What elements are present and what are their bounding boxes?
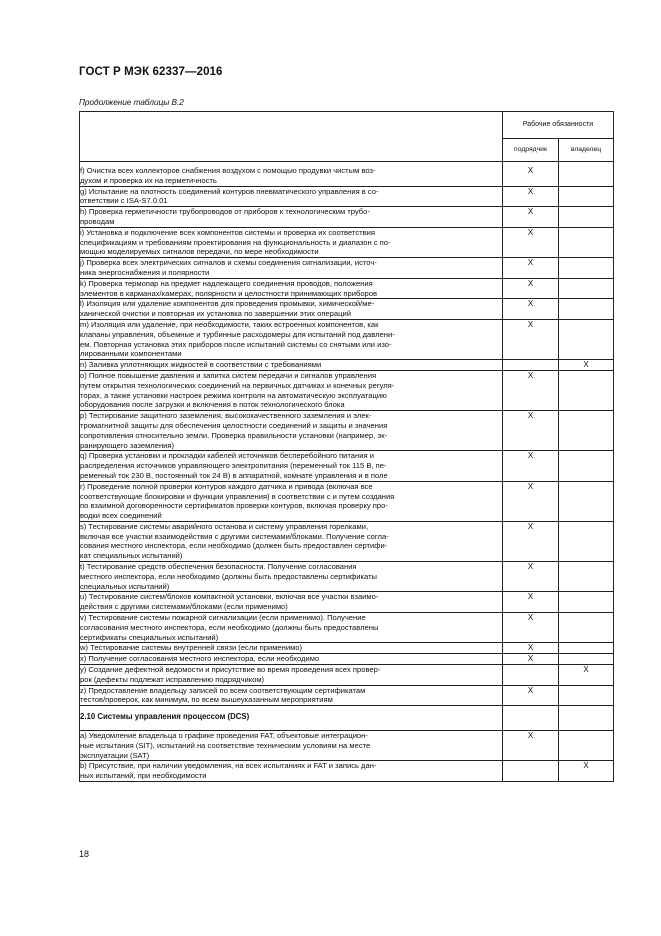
activity-text-line: q) Проверка установки и прокладки кабелей источников бесперебойного питания и — [80, 451, 374, 461]
table-row — [80, 761, 614, 782]
contractor-mark: X — [503, 592, 559, 613]
activity-text-line: элементов в карманах/камерах, полярности и целостности принимающих приборов — [80, 288, 378, 298]
owner-mark — [559, 613, 614, 643]
table-row — [80, 731, 614, 761]
table-row — [80, 186, 614, 207]
activity-cell — [80, 654, 503, 665]
owner-mark — [559, 186, 614, 207]
activity-cell — [80, 731, 503, 761]
activity-cell — [80, 613, 503, 643]
owner-mark — [559, 411, 614, 451]
activity-cell — [80, 227, 503, 257]
activity-text-line: по взаимной договоренности сертификатов проверки контуров, включая проверку про- — [80, 501, 388, 511]
activity-text-line: ханической очистки и повторная их установка по завершении этих операций — [80, 309, 351, 319]
section-row — [80, 706, 614, 731]
contractor-mark: X — [503, 370, 559, 410]
activity-text-line: распределения источников управляющего электропитания (переменный ток 115 В, пе- — [80, 461, 387, 471]
activity-cell — [80, 411, 503, 451]
activity-text-line: соответствующие блокировки и функции управления) в соответствии с и путем создания — [80, 491, 395, 501]
activity-text-line: тромагнитной защиты для обеспечения целостности соединений и защиты и значения — [80, 420, 388, 430]
contractor-mark: X — [503, 162, 559, 187]
owner-mark — [559, 227, 614, 257]
table-row — [80, 481, 614, 521]
activity-cell — [80, 643, 503, 654]
activity-cell — [80, 278, 503, 299]
activity-text-line: ранирующего заземления) — [80, 440, 175, 450]
activity-cell — [80, 258, 503, 279]
activity-text-line: спецификациям и требованиям проектирования на функциональность и диапазон с по- — [80, 237, 391, 247]
table-row — [80, 319, 614, 359]
activity-cell — [80, 761, 503, 782]
activity-cell — [80, 207, 503, 228]
activity-text-line: x) Получение согласования местного инспектора, если необходимо — [80, 654, 320, 664]
contractor-mark — [503, 761, 559, 782]
owner-mark — [559, 207, 614, 228]
table-row — [80, 613, 614, 643]
contractor-mark: X — [503, 278, 559, 299]
activity-cell — [80, 562, 503, 592]
activity-text-line: мощью моделируемых сигналов передачи, по мере необходимости — [80, 247, 319, 257]
contractor-mark: X — [503, 521, 559, 561]
activity-text-line: кат специальных испытаний) — [80, 551, 183, 561]
activity-text-line: сопротивления относительно земли. Проверка правильности установки (например, эк- — [80, 430, 388, 440]
activity-text-line: b) Присутствие, при наличии уведомления, на всех испытаниях и FAT и запись дан- — [80, 761, 377, 771]
owner-mark — [559, 299, 614, 320]
activity-cell — [80, 186, 503, 207]
activity-text-line: m) Изоляция или удаление, при необходимости, таких встроенных компонентов, как — [80, 319, 379, 329]
contractor-mark: X — [503, 258, 559, 279]
activity-text-line: g) Испытание на плотность соединений контуров пневматического управления в со- — [80, 186, 379, 196]
activity-text-line: 2.10 Системы управления процессом (DCS) — [80, 712, 250, 722]
table-row — [80, 411, 614, 451]
activity-text-line: k) Проверка термопар на предмет надлежащего соединения проводов, положения — [80, 278, 373, 288]
owner-mark: X — [559, 665, 614, 686]
activity-cell — [80, 592, 503, 613]
contractor-mark: X — [503, 207, 559, 228]
contractor-mark — [503, 706, 559, 731]
contractor-mark: X — [503, 411, 559, 451]
activity-text-line: ные испытания (SIT), испытаний на соответствие техническим условиям на месте — [80, 740, 371, 750]
owner-mark — [559, 643, 614, 654]
contractor-mark: X — [503, 186, 559, 207]
activity-text-line: духом и проверка их на герметичность — [80, 175, 217, 185]
activity-text-line: v) Тестирование системы пожарной сигнализации (если применимо). Получение — [80, 613, 366, 623]
activity-text-line: согласования местного инспектора, если необходимо (должны быть предоставлены — [80, 622, 379, 632]
activity-cell — [80, 162, 503, 187]
owner-mark — [559, 654, 614, 665]
contractor-mark: X — [503, 643, 559, 654]
owner-mark: X — [559, 761, 614, 782]
activity-text-line: u) Тестирование систем/блоков компактной установки, включая все участки взаимо- — [80, 592, 379, 602]
owner-mark — [559, 592, 614, 613]
table-row — [80, 665, 614, 686]
owner-mark — [559, 278, 614, 299]
table-body — [80, 162, 614, 782]
activity-text-line: j) Проверка всех электрических сигналов и схемы соединения сигнализации, источ- — [80, 258, 377, 268]
activity-text-line: местного инспектора, если необходимо (должны быть предоставлены сертификаты — [80, 571, 378, 581]
table-row — [80, 592, 614, 613]
owner-mark — [559, 521, 614, 561]
contractor-mark: X — [503, 227, 559, 257]
contractor-mark — [503, 360, 559, 371]
activity-text-line: путем открытия технологических соединений на первичных датчиках и конечных регуля- — [80, 380, 395, 390]
table-row — [80, 643, 614, 654]
owner-mark: X — [559, 360, 614, 371]
table-row — [80, 370, 614, 410]
activity-text-line: ем. Повторная установка этих приборов после испытаний системы со снятыми или изо- — [80, 339, 392, 349]
activity-text-line: тестов/проверок, как минимум, по всем вышеуказанным мероприятиям — [80, 695, 333, 705]
contractor-mark: X — [503, 562, 559, 592]
activity-cell — [80, 370, 503, 410]
owner-mark — [559, 319, 614, 359]
table-row — [80, 654, 614, 665]
activity-text-line: торах, а также установки настроек режима контроля на автоматическую эксплуатацию — [80, 390, 387, 400]
activity-text-line: t) Тестирование средств обеспечения безопасности. Получение согласования — [80, 562, 357, 572]
owner-column-header: владелец — [559, 138, 614, 161]
table-row — [80, 360, 614, 371]
activity-text-line: i) Установка и подключение всех компонентов системы и проверка их соответствия — [80, 227, 375, 237]
activity-cell — [80, 665, 503, 686]
section-heading — [80, 706, 503, 731]
activity-text-line: проводам — [80, 216, 115, 226]
contractor-mark: X — [503, 654, 559, 665]
activity-text-line: лированными компонентами — [80, 349, 182, 359]
owner-mark — [559, 481, 614, 521]
activity-text-line: r) Проведение полной проверки контуров каждого датчика и привода (включая все — [80, 481, 373, 491]
activity-text-line: y) Создание дефектной ведомости и присутствие во время проведения всех провер- — [80, 665, 381, 675]
owner-mark — [559, 562, 614, 592]
owner-mark — [559, 685, 614, 706]
activity-cell — [80, 360, 503, 371]
owner-mark — [559, 731, 614, 761]
activity-text-line: p) Тестирование защитного заземления, высококачественного заземления и элек- — [80, 411, 372, 421]
table-row — [80, 562, 614, 592]
activity-text-line: l) Изоляция или удаление компонентов для проведения промывки, химической/ме- — [80, 299, 375, 309]
activity-text-line: сертификаты специальных испытаний) — [80, 632, 219, 642]
activity-text-line: s) Тестирование системы аварийного останова и систему управления горелками, — [80, 521, 369, 531]
activity-text-line: a) Уведомление владельца о графике проведения FAT, объектовые интеграцион- — [80, 731, 368, 741]
table-row — [80, 207, 614, 228]
activity-text-line: z) Предоставление владельцу записей по всем соответствующим сертификатам — [80, 685, 366, 695]
activity-text-line: o) Полное повышение давления и запитка систем передачи и сигналов управления — [80, 370, 377, 380]
activity-column-header — [80, 112, 503, 162]
activity-text-line: водки всех соединений — [80, 511, 162, 521]
duties-group-header: Рабочие обязанности — [503, 112, 614, 139]
activity-text-line: оборудования после загрузки и включения в поток технологического блока — [80, 400, 345, 410]
owner-mark — [559, 162, 614, 187]
activity-text-line: включая все участки взаимодействия с другими системами/блоками. Получение согла- — [80, 531, 389, 541]
document-title: ГОСТ Р МЭК 62337—2016 — [79, 66, 223, 78]
contractor-column-header: подрядчик — [503, 138, 559, 161]
contractor-mark: X — [503, 451, 559, 481]
activity-text-line: n) Заливка уплотняющих жидкостей в соответствии с требованиями — [80, 360, 322, 370]
contractor-mark: X — [503, 481, 559, 521]
owner-mark — [559, 451, 614, 481]
activity-cell — [80, 685, 503, 706]
owner-mark — [559, 258, 614, 279]
activity-text-line: сования местного инспектора, если необходимо (должен быть предоставлен сертифи- — [80, 541, 388, 551]
activity-text-line: специальных испытаний) — [80, 581, 170, 591]
contractor-mark: X — [503, 613, 559, 643]
owner-mark — [559, 370, 614, 410]
table-row — [80, 521, 614, 561]
activity-cell — [80, 319, 503, 359]
activity-text-line: клапаны управления, объемные и турбинные расходомеры для испытаний под давлени- — [80, 329, 395, 339]
table-row — [80, 227, 614, 257]
table-row — [80, 299, 614, 320]
contractor-mark: X — [503, 299, 559, 320]
activity-text-line: эксплуатации (SAT) — [80, 750, 150, 760]
activity-text-line: ных испытаний, при необходимости — [80, 771, 207, 781]
table-row — [80, 278, 614, 299]
activity-cell — [80, 299, 503, 320]
table-row — [80, 162, 614, 187]
table-row — [80, 451, 614, 481]
activity-text-line: ответствии с ISA-S7.0.01 — [80, 196, 168, 206]
contractor-mark: X — [503, 319, 559, 359]
activity-cell — [80, 521, 503, 561]
activity-text-line: действия с другими системами/блоками (если применимо) — [80, 602, 288, 612]
activity-cell — [80, 451, 503, 481]
activity-text-line: ременный ток 230 В, постоянный ток 24 В) в аппаратной, комнате управления и в поле — [80, 470, 388, 480]
activity-cell — [80, 481, 503, 521]
contractor-mark: X — [503, 685, 559, 706]
contractor-mark: X — [503, 731, 559, 761]
table-caption: Продолжение таблицы В.2 — [79, 98, 184, 107]
activity-text-line: рок (дефекты подлежат исправлению подрядчиком) — [80, 674, 265, 684]
page-number: 18 — [79, 849, 90, 859]
responsibilities-table — [79, 111, 614, 782]
table-row — [80, 258, 614, 279]
owner-mark — [559, 706, 614, 731]
activity-text-line: ника энергоснабжения и полярности — [80, 267, 210, 277]
activity-text-line: w) Тестирование системы внутренней связи (если применимо) — [80, 643, 303, 653]
contractor-mark — [503, 665, 559, 686]
table-row — [80, 685, 614, 706]
activity-text-line: f) Очистка всех коллекторов снабжения воздухом с помощью продувки чистым воз- — [80, 166, 376, 175]
activity-text-line: h) Проверка герметичности трубопроводов от приборов к технологическим трубо- — [80, 207, 370, 217]
